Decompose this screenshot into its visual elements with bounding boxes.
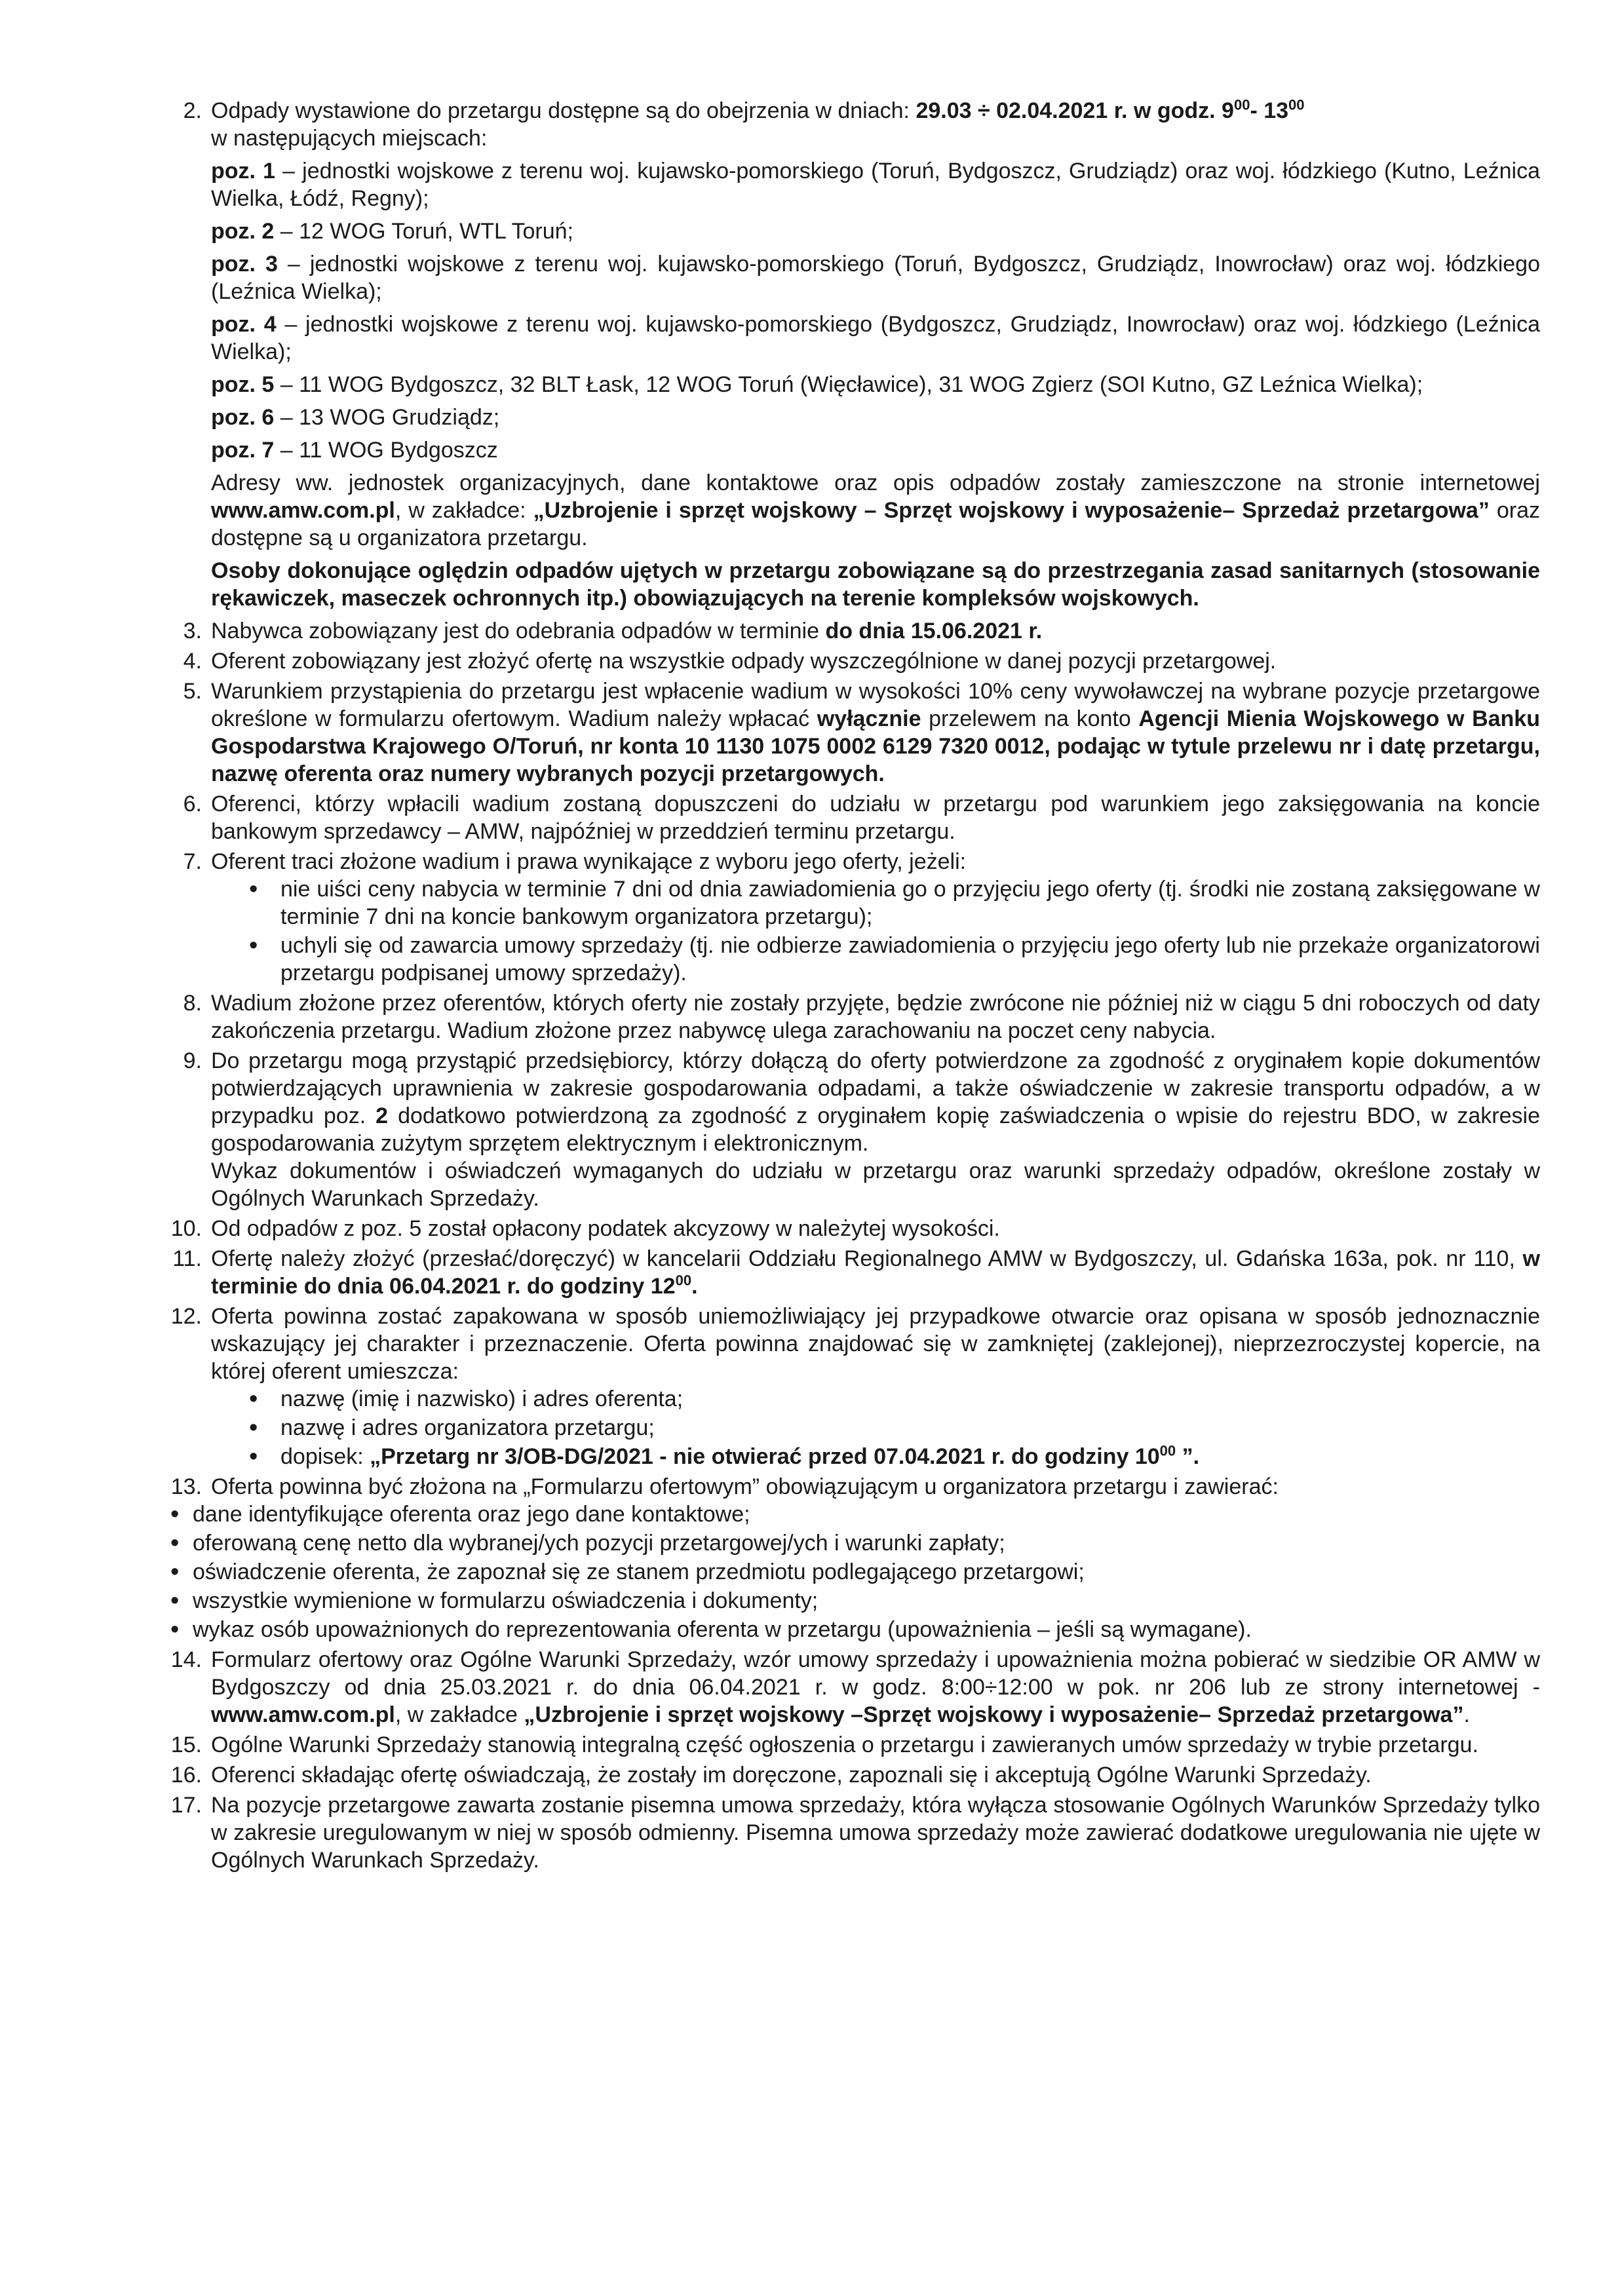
clause-text: Oferenci, którzy wpłacili wadium zostaną dopuszczeni do udziału w przetargu pod warunkiem jego zaksięgowania na koncie bankowym sprzedawcy – AMW, najpóźniej w przeddzień terminu przetargu. — [211, 792, 1540, 844]
clause-9 — [157, 1047, 1540, 1212]
clause-text: , w zakładce — [395, 1702, 524, 1727]
clause-number: 2. — [183, 98, 202, 123]
superscript: 00 — [1159, 1442, 1176, 1459]
poz-text: – 11 WOG Bydgoszcz, 32 BLT Łask, 12 WOG Toruń (Więcławice), 31 WOG Zgierz (SOI Kutno, GZ Leźnica Wielka); — [274, 372, 1423, 397]
clause-14 — [157, 1646, 1540, 1729]
bullet-list — [164, 1501, 1540, 1643]
clause-number: 5. — [183, 679, 202, 704]
bank-account-details: Agencji Mienia Wojskowego w Banku Gospodarstwa Krajowego O/Toruń, nr konta 10 1130 1075 0002 6129 7320 0012, podając w tytule przelewu nr i datę przetargu, nazwę oferenta oraz numery wybranych pozycji przetargowych. — [211, 706, 1540, 786]
list-item: • oświadczenie oferenta, że zapoznał się ze stanem przedmiotu podlegającego przetargowi; — [170, 1558, 1540, 1586]
clause-text: ”. — [1176, 1444, 1200, 1469]
clause-10 — [157, 1215, 1540, 1242]
clause-2-intro — [211, 97, 1540, 152]
list-item: • dane identyfikujące oferenta oraz jego dane kontaktowe; — [170, 1501, 1540, 1528]
clause-text: dodatkowo potwierdzoną za zgodność z oryginałem kopię zaświadczenia o wpisie do rejestru BDO, w zakresie gospodarowania zużytym sprzętem elektrycznym i elektronicznym. — [211, 1103, 1541, 1156]
clause-text: dopisek: — [280, 1444, 370, 1469]
clause-text: Ofertę należy złożyć (przesłać/doręczyć) w kancelarii Oddziału Regionalnego AMW w Bydgoszczy, ul. Gdańska 163a, pok. nr 110, — [211, 1246, 1523, 1271]
clause-15 — [157, 1731, 1540, 1759]
bullet-list — [211, 875, 1540, 987]
list-item: • nazwę i adres organizatora przetargu; — [249, 1414, 1540, 1442]
clause-number: 4. — [183, 649, 202, 674]
viewing-hours: - 13 — [1250, 98, 1289, 123]
poz-text: – 12 WOG Toruń, WTL Toruń; — [274, 219, 574, 244]
clause-text: Wadium złożone przez oferentów, których oferty nie zostały przyjęte, będzie zwrócone nie później niż w ciągu 5 dni roboczych od daty zakończenia przetargu. Wadium złożone przez nabywcę ulega zarachowaniu na poczet ceny nabycia. — [211, 991, 1540, 1043]
clause-text: Nabywca zobowiązany jest do odebrania odpadów w terminie — [211, 619, 826, 643]
pickup-deadline: do dnia 15.06.2021 r. — [825, 619, 1043, 643]
list-item — [249, 1443, 1540, 1470]
poz-text: – 13 WOG Grudziądz; — [274, 405, 500, 430]
clause-3 — [157, 617, 1540, 645]
clause-number: 9. — [183, 1048, 202, 1073]
clause-2 — [157, 97, 1540, 612]
clause-number: 16. — [170, 1763, 202, 1788]
addresses-paragraph — [211, 469, 1540, 552]
clause-number: 11. — [172, 1246, 202, 1271]
clause-17 — [157, 1791, 1540, 1874]
clause-number: 3. — [183, 619, 202, 643]
clause-text: , w zakładce: — [395, 498, 533, 523]
poz-label: poz. 3 — [211, 252, 278, 277]
list-item: • nazwę (imię i nazwisko) i adres oferenta; — [249, 1385, 1540, 1413]
clause-4 — [157, 647, 1540, 675]
bullet-list — [211, 1385, 1540, 1470]
clause-text: przelewem na konto — [921, 706, 1139, 731]
poz-label: poz. 5 — [211, 372, 275, 397]
poz-label: poz. 2 — [211, 219, 275, 244]
superscript: 00 — [675, 1272, 692, 1289]
poz-7 — [211, 436, 1540, 464]
offer-deadline: w terminie do dnia 06.04.2021 r. do godziny 12 — [211, 1246, 1540, 1299]
clause-text: Adresy ww. jednostek organizacyjnych, dane kontaktowe oraz opis odpadów zostały zamieszczone na stronie internetowej — [211, 470, 1540, 495]
list-item: • uchyli się od zawarcia umowy sprzedaży (tj. nie odbierze zawiadomienia o przyjęciu jego oferty lub nie przekaże organizatorowi przetargu podpisanej umowy sprzedaży). — [249, 932, 1540, 987]
clause-text: Wykaz dokumentów i oświadczeń wymaganych do udziału w przetargu oraz warunki sprzedaży odpadów, określone zostały w Ogólnych Warunkach Sprzedaży. — [211, 1158, 1540, 1211]
clause-text: w następujących miejscach: — [211, 126, 488, 151]
list-item: • oferowaną cenę netto dla wybranej/ych pozycji przetargowej/ych i warunki zapłaty; — [170, 1529, 1540, 1557]
viewing-dates: 29.03 ÷ 02.04.2021 r. w godz. 9 — [916, 98, 1234, 123]
clause-text: Oferta powinna zostać zapakowana w sposób uniemożliwiający jej przypadkowe otwarcie oraz opisana w sposób jednoznacznie wskazujący jej charakter i przeznaczenie. Oferta powinna znajdować się w zamkniętej (zaklejonej), nieprzezroczystej kopercie, na której oferent umieszcza: — [211, 1304, 1540, 1384]
clause-text: . — [691, 1274, 698, 1299]
poz-text: – jednostki wojskowe z terenu woj. kujawsko-pomorskiego (Bydgoszcz, Grudziądz, Inowrocław) oraz woj. łódzkiego (Leźnica Wielka); — [211, 312, 1540, 364]
website-tab-name: „Uzbrojenie i sprzęt wojskowy – Sprzęt wojskowy i wyposażenie– Sprzedaż przetargowa” — [533, 498, 1490, 523]
clause-12 — [157, 1303, 1540, 1470]
poz-label: poz. 1 — [211, 159, 276, 183]
clause-number: 13. — [170, 1474, 202, 1499]
emphasis: wyłącznie — [817, 706, 921, 731]
website-link[interactable]: www.amw.com.pl — [211, 1702, 395, 1727]
clause-text: Formularz ofertowy oraz Ogólne Warunki Sprzedaży, wzór umowy sprzedaży i upoważnienia można pobierać w siedzibie OR AMW w Bydgoszczy od dnia 25.03.2021 r. do dnia 06.04.2021 r. w godz. 8:00÷12:00 w pok. nr 206 lub ze strony internetowej - — [211, 1647, 1540, 1700]
poz-text: – 11 WOG Bydgoszcz — [274, 438, 498, 463]
clause-text: Warunkiem przystąpienia do przetargu jest wpłacenie wadium w wysokości 10% ceny wywoławczej na wybrane pozycje przetargowe określone w formularzu ofertowym. Wadium należy wpłacać — [211, 679, 1540, 731]
clause-text: Oferent traci złożone wadium i prawa wynikające z wyboru jego oferty, jeżeli: — [211, 849, 967, 874]
clause-number: 6. — [183, 792, 202, 816]
clause-text: oraz dostępne są u organizatora przetargu. — [211, 498, 1540, 550]
poz-label: poz. 7 — [211, 438, 275, 463]
list-item: • wszystkie wymienione w formularzu oświadczenia i dokumenty; — [170, 1587, 1540, 1615]
clause-number: 12. — [170, 1304, 202, 1329]
poz-6 — [211, 404, 1540, 431]
clause-text: . — [1463, 1702, 1470, 1727]
clause-number: 15. — [170, 1732, 202, 1757]
clause-8 — [157, 989, 1540, 1044]
clause-number: 8. — [183, 991, 202, 1016]
clause-13 — [157, 1473, 1540, 1643]
clause-number: 17. — [170, 1793, 202, 1818]
clause-text: Na pozycje przetargowe zawarta zostanie pisemna umowa sprzedaży, która wyłącza stosowanie Ogólnych Warunków Sprzedaży tylko w zakresie uregulowanym w niej w sposób odmienny. Pisemna umowa sprzedaży może zawierać dodatkowe uregulowania nie ujęte w Ogólnych Warunkach Sprzedaży. — [211, 1793, 1540, 1873]
clause-7 — [157, 848, 1540, 987]
clause-text: Od odpadów z poz. 5 został opłacony podatek akcyzowy w należytej wysokości. — [211, 1216, 1000, 1241]
sanitary-notice: Osoby dokonujące oględzin odpadów ujętych w przetargu zobowiązane są do przestrzegania zasad sanitarnych (stosowanie rękawiczek, maseczek ochronnych itp.) obowiązujących na terenie kompleksów wojskowych. — [211, 558, 1540, 611]
clause-16 — [157, 1761, 1540, 1789]
poz-text: – jednostki wojskowe z terenu woj. kujawsko-pomorskiego (Toruń, Bydgoszcz, Grudziądz) oraz woj. łódzkiego (Kutno, Leźnica Wielka, Łódź, Regny); — [211, 159, 1540, 211]
clause-11 — [157, 1245, 1540, 1300]
clause-text: Oferent zobowiązany jest złożyć ofertę na wszystkie odpady wyszczególnione w danej pozycji przetargowej. — [211, 649, 1277, 674]
poz-4 — [211, 311, 1540, 366]
list-item: • nie uiści ceny nabycia w terminie 7 dni od dnia zawiadomienia go o przyjęciu jego oferty (tj. środki nie zostaną zaksięgowane w terminie 7 dni na koncie bankowym organizatora przetargu); — [249, 875, 1540, 930]
poz-text: – jednostki wojskowe z terenu woj. kujawsko-pomorskiego (Toruń, Bydgoszcz, Grudziądz, Inowrocław) oraz woj. łódzkiego (Leźnica Wielka); — [211, 252, 1541, 304]
poz-reference: 2 — [376, 1103, 389, 1128]
superscript: 00 — [1288, 96, 1305, 113]
website-tab-name: „Uzbrojenie i sprzęt wojskowy –Sprzęt wojskowy i wyposażenie– Sprzedaż przetargowa” — [524, 1702, 1464, 1727]
clause-text: Ogólne Warunki Sprzedaży stanowią integralną część ogłoszenia o przetargu i zawieranych umów sprzedaży w trybie przetargu. — [211, 1732, 1478, 1757]
poz-2 — [211, 218, 1540, 245]
clause-text: Oferta powinna być złożona na „Formularzu ofertowym” obowiązującym u organizatora przetargu i zawierać: — [211, 1474, 1279, 1499]
list-item: • wykaz osób upoważnionych do reprezentowania oferenta w przetargu (upoważnienia – jeśli są wymagane). — [170, 1616, 1540, 1643]
poz-1 — [211, 157, 1540, 212]
poz-label: poz. 6 — [211, 405, 275, 430]
clause-6 — [157, 790, 1540, 845]
poz-label: poz. 4 — [211, 312, 277, 337]
clause-text: Oferenci składając ofertę oświadczają, że zostały im doręczone, zapoznali się i akceptują Ogólne Warunki Sprzedaży. — [211, 1763, 1372, 1788]
poz-5 — [211, 371, 1540, 398]
poz-3 — [211, 250, 1540, 305]
clause-text: Odpady wystawione do przetargu dostępne są do obejrzenia w dniach: — [211, 98, 916, 123]
website-link[interactable]: www.amw.com.pl — [211, 498, 395, 523]
envelope-annotation: „Przetarg nr 3/OB-DG/2021 - nie otwierać przed 07.04.2021 r. do godziny 10 — [370, 1444, 1160, 1469]
clause-number: 7. — [183, 849, 202, 874]
clause-number: 10. — [170, 1216, 202, 1241]
superscript: 00 — [1233, 96, 1250, 113]
clause-text: Do przetargu mogą przystąpić przedsiębiorcy, którzy dołączą do oferty potwierdzone za zgodność z oryginałem kopie dokumentów potwierdzających uprawnienia w zakresie gospodarowania odpadami, a także oświadczenie w zakresie transportu odpadów, a w przypadku poz. — [211, 1048, 1540, 1128]
clause-5 — [157, 678, 1540, 788]
clause-number: 14. — [170, 1647, 202, 1672]
document-body — [157, 97, 1540, 1877]
